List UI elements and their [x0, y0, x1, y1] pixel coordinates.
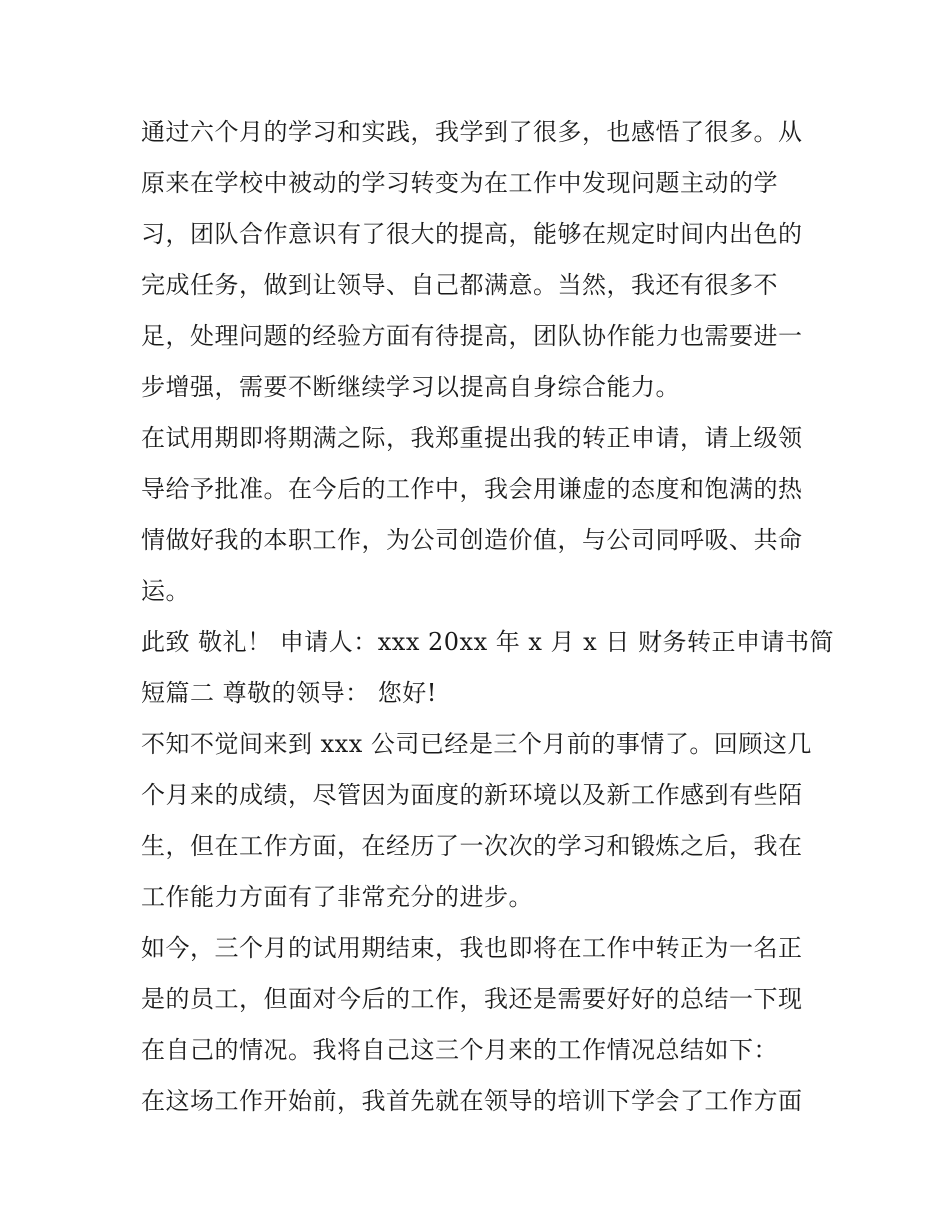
text-line: 不知不觉间来到 xxx 公司已经是三个月前的事情了。回顾这几: [141, 730, 812, 758]
text-line: 步增强，需要不断继续学习以提高自身综合能力。: [141, 373, 680, 401]
paragraph-1: [141, 107, 821, 413]
text-line: 原来在学校中被动的学习转变为在工作中发现问题主动的学: [141, 169, 778, 197]
text-line: 习，团队合作意识有了很大的提高，能够在规定时间内出色的: [141, 220, 803, 248]
text-line: 完成任务，做到让领导、自己都满意。当然，我还有很多不: [141, 271, 778, 299]
text-line: 短篇二 尊敬的领导： 您好!: [141, 679, 437, 707]
text-line: 在这场工作开始前，我首先就在领导的培训下学会了工作方面: [141, 1087, 803, 1115]
text-line: 个月来的成绩，尽管因为面度的新环境以及新工作感到有些陌: [141, 781, 803, 809]
text-line: 如今，三个月的试用期结束，我也即将在工作中转正为一名正: [141, 934, 803, 962]
text-line: 足，处理问题的经验方面有待提高，团队协作能力也需要进一: [141, 322, 803, 350]
text-line: 导给予批准。在今后的工作中，我会用谦虚的态度和饱满的热: [141, 475, 803, 503]
text-line: 情做好我的本职工作，为公司创造价值，与公司同呼吸、共命: [141, 526, 803, 554]
paragraph-3: [141, 617, 834, 719]
paragraph-2: [141, 413, 821, 617]
text-line: 工作能力方面有了非常充分的进步。: [141, 883, 533, 911]
text-line: 此致 敬礼！ 申请人：xxx 20xx 年 x 月 x 日 财务转正申请书简: [141, 628, 834, 656]
text-line: 是的员工，但面对今后的工作，我还是需要好好的总结一下现: [141, 985, 803, 1013]
text-line: 生，但在工作方面，在经历了一次次的学习和锻炼之后，我在: [141, 832, 803, 860]
text-line: 在试用期即将期满之际，我郑重提出我的转正申请，请上级领: [141, 424, 803, 452]
paragraph-4: [141, 719, 821, 923]
document-body: [141, 107, 834, 1127]
text-line: 运。: [141, 577, 190, 605]
text-line: 在自己的情况。我将自己这三个月来的工作情况总结如下：: [141, 1036, 778, 1064]
paragraph-5: [141, 923, 821, 1076]
text-line: 通过六个月的学习和实践，我学到了很多，也感悟了很多。从: [141, 118, 803, 146]
paragraph-6: [141, 1076, 821, 1127]
